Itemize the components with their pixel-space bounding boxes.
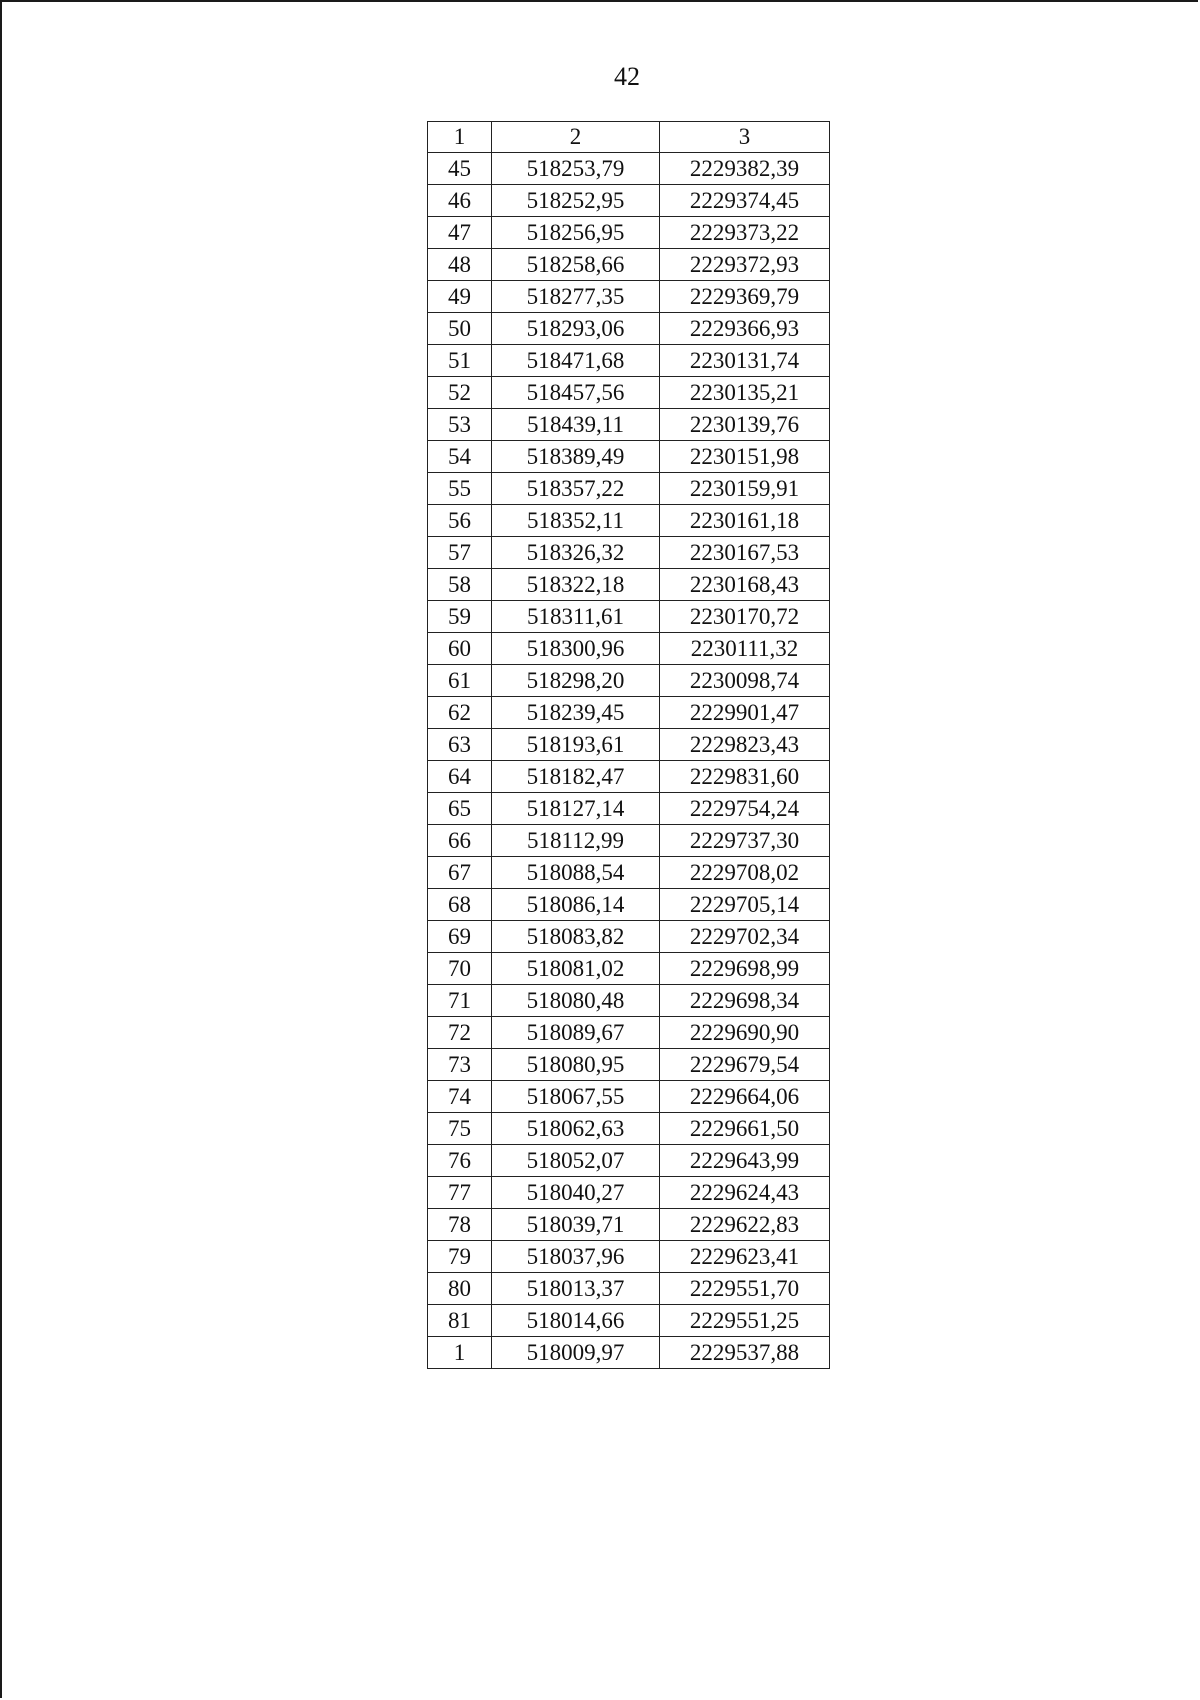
- cell-x-coordinate: 518322,18: [492, 569, 660, 601]
- table-row: [428, 473, 830, 505]
- cell-x-coordinate: 518326,32: [492, 537, 660, 569]
- cell-y-coordinate: 2229372,93: [660, 249, 830, 281]
- cell-x-coordinate: 518457,56: [492, 377, 660, 409]
- cell-x-coordinate: 518080,48: [492, 985, 660, 1017]
- table-row: [428, 281, 830, 313]
- table-row: [428, 345, 830, 377]
- cell-x-coordinate: 518040,27: [492, 1177, 660, 1209]
- cell-y-coordinate: 2229623,41: [660, 1241, 830, 1273]
- cell-y-coordinate: 2229551,70: [660, 1273, 830, 1305]
- cell-point-number: 71: [428, 985, 492, 1017]
- cell-point-number: 67: [428, 857, 492, 889]
- cell-x-coordinate: 518086,14: [492, 889, 660, 921]
- table-row: [428, 505, 830, 537]
- cell-point-number: 50: [428, 313, 492, 345]
- table-row: [428, 537, 830, 569]
- cell-x-coordinate: 518193,61: [492, 729, 660, 761]
- column-header-point-number: 1: [428, 122, 492, 153]
- cell-y-coordinate: 2230139,76: [660, 409, 830, 441]
- cell-point-number: 70: [428, 953, 492, 985]
- cell-y-coordinate: 2230161,18: [660, 505, 830, 537]
- cell-y-coordinate: 2230167,53: [660, 537, 830, 569]
- cell-point-number: 63: [428, 729, 492, 761]
- cell-x-coordinate: 518256,95: [492, 217, 660, 249]
- cell-point-number: 52: [428, 377, 492, 409]
- cell-x-coordinate: 518357,22: [492, 473, 660, 505]
- cell-y-coordinate: 2229698,99: [660, 953, 830, 985]
- table-row: [428, 921, 830, 953]
- cell-x-coordinate: 518089,67: [492, 1017, 660, 1049]
- table-row: [428, 729, 830, 761]
- table-row: [428, 1177, 830, 1209]
- cell-x-coordinate: 518298,20: [492, 665, 660, 697]
- cell-y-coordinate: 2229690,90: [660, 1017, 830, 1049]
- cell-x-coordinate: 518083,82: [492, 921, 660, 953]
- cell-point-number: 79: [428, 1241, 492, 1273]
- cell-point-number: 76: [428, 1145, 492, 1177]
- cell-x-coordinate: 518052,07: [492, 1145, 660, 1177]
- cell-point-number: 60: [428, 633, 492, 665]
- cell-x-coordinate: 518067,55: [492, 1081, 660, 1113]
- cell-y-coordinate: 2230098,74: [660, 665, 830, 697]
- cell-y-coordinate: 2229702,34: [660, 921, 830, 953]
- table-row: [428, 793, 830, 825]
- cell-y-coordinate: 2229823,43: [660, 729, 830, 761]
- cell-y-coordinate: 2230151,98: [660, 441, 830, 473]
- table-row: [428, 409, 830, 441]
- cell-point-number: 58: [428, 569, 492, 601]
- table-row: [428, 633, 830, 665]
- cell-y-coordinate: 2229366,93: [660, 313, 830, 345]
- cell-y-coordinate: 2229382,39: [660, 153, 830, 185]
- cell-y-coordinate: 2229369,79: [660, 281, 830, 313]
- cell-y-coordinate: 2229901,47: [660, 697, 830, 729]
- cell-point-number: 74: [428, 1081, 492, 1113]
- coordinates-table: [427, 121, 830, 1369]
- table-row: [428, 153, 830, 185]
- cell-point-number: 49: [428, 281, 492, 313]
- cell-x-coordinate: 518080,95: [492, 1049, 660, 1081]
- cell-y-coordinate: 2229643,99: [660, 1145, 830, 1177]
- cell-y-coordinate: 2229705,14: [660, 889, 830, 921]
- cell-y-coordinate: 2229708,02: [660, 857, 830, 889]
- table-row: [428, 857, 830, 889]
- cell-point-number: 48: [428, 249, 492, 281]
- cell-x-coordinate: 518311,61: [492, 601, 660, 633]
- table-row: [428, 1273, 830, 1305]
- column-header-y-coordinate: 3: [660, 122, 830, 153]
- table-row: [428, 825, 830, 857]
- cell-point-number: 72: [428, 1017, 492, 1049]
- cell-point-number: 1: [428, 1337, 492, 1369]
- cell-point-number: 75: [428, 1113, 492, 1145]
- cell-y-coordinate: 2229622,83: [660, 1209, 830, 1241]
- table-row: [428, 601, 830, 633]
- cell-point-number: 66: [428, 825, 492, 857]
- cell-x-coordinate: 518039,71: [492, 1209, 660, 1241]
- cell-y-coordinate: 2229698,34: [660, 985, 830, 1017]
- table-body: [428, 153, 830, 1369]
- table-row: [428, 1113, 830, 1145]
- cell-x-coordinate: 518062,63: [492, 1113, 660, 1145]
- table-row: [428, 985, 830, 1017]
- cell-x-coordinate: 518088,54: [492, 857, 660, 889]
- table-row: [428, 569, 830, 601]
- table-row: [428, 377, 830, 409]
- cell-y-coordinate: 2229831,60: [660, 761, 830, 793]
- cell-point-number: 81: [428, 1305, 492, 1337]
- table-row: [428, 665, 830, 697]
- cell-y-coordinate: 2229679,54: [660, 1049, 830, 1081]
- cell-y-coordinate: 2229661,50: [660, 1113, 830, 1145]
- cell-point-number: 65: [428, 793, 492, 825]
- cell-y-coordinate: 2229373,22: [660, 217, 830, 249]
- cell-x-coordinate: 518253,79: [492, 153, 660, 185]
- table-row: [428, 1081, 830, 1113]
- cell-x-coordinate: 518300,96: [492, 633, 660, 665]
- cell-y-coordinate: 2229551,25: [660, 1305, 830, 1337]
- cell-x-coordinate: 518293,06: [492, 313, 660, 345]
- cell-point-number: 53: [428, 409, 492, 441]
- cell-y-coordinate: 2229374,45: [660, 185, 830, 217]
- cell-x-coordinate: 518471,68: [492, 345, 660, 377]
- cell-point-number: 59: [428, 601, 492, 633]
- cell-x-coordinate: 518389,49: [492, 441, 660, 473]
- table-row: [428, 217, 830, 249]
- table-row: [428, 1337, 830, 1369]
- cell-point-number: 68: [428, 889, 492, 921]
- cell-point-number: 46: [428, 185, 492, 217]
- table-row: [428, 1145, 830, 1177]
- cell-x-coordinate: 518239,45: [492, 697, 660, 729]
- cell-x-coordinate: 518013,37: [492, 1273, 660, 1305]
- table-row: [428, 697, 830, 729]
- cell-point-number: 45: [428, 153, 492, 185]
- cell-point-number: 47: [428, 217, 492, 249]
- table-row: [428, 185, 830, 217]
- table-row: [428, 1049, 830, 1081]
- cell-point-number: 73: [428, 1049, 492, 1081]
- cell-y-coordinate: 2230159,91: [660, 473, 830, 505]
- cell-y-coordinate: 2229664,06: [660, 1081, 830, 1113]
- cell-x-coordinate: 518352,11: [492, 505, 660, 537]
- table-header: [428, 122, 830, 153]
- cell-point-number: 64: [428, 761, 492, 793]
- cell-point-number: 77: [428, 1177, 492, 1209]
- table-row: [428, 761, 830, 793]
- cell-point-number: 56: [428, 505, 492, 537]
- cell-point-number: 62: [428, 697, 492, 729]
- table-row: [428, 889, 830, 921]
- cell-y-coordinate: 2230131,74: [660, 345, 830, 377]
- cell-y-coordinate: 2229737,30: [660, 825, 830, 857]
- cell-y-coordinate: 2230111,32: [660, 633, 830, 665]
- cell-x-coordinate: 518258,66: [492, 249, 660, 281]
- cell-x-coordinate: 518439,11: [492, 409, 660, 441]
- cell-point-number: 78: [428, 1209, 492, 1241]
- table-row: [428, 1017, 830, 1049]
- cell-point-number: 51: [428, 345, 492, 377]
- cell-y-coordinate: 2230168,43: [660, 569, 830, 601]
- cell-x-coordinate: 518252,95: [492, 185, 660, 217]
- cell-x-coordinate: 518277,35: [492, 281, 660, 313]
- table-row: [428, 1305, 830, 1337]
- table-row: [428, 313, 830, 345]
- cell-y-coordinate: 2229537,88: [660, 1337, 830, 1369]
- cell-x-coordinate: 518037,96: [492, 1241, 660, 1273]
- cell-point-number: 54: [428, 441, 492, 473]
- page-number: 42: [614, 62, 640, 91]
- cell-x-coordinate: 518112,99: [492, 825, 660, 857]
- table-row: [428, 441, 830, 473]
- cell-y-coordinate: 2229754,24: [660, 793, 830, 825]
- cell-y-coordinate: 2230135,21: [660, 377, 830, 409]
- cell-point-number: 61: [428, 665, 492, 697]
- cell-point-number: 69: [428, 921, 492, 953]
- table-row: [428, 1241, 830, 1273]
- column-header-x-coordinate: 2: [492, 122, 660, 153]
- cell-x-coordinate: 518014,66: [492, 1305, 660, 1337]
- cell-x-coordinate: 518081,02: [492, 953, 660, 985]
- table-header-row: [428, 122, 830, 153]
- table-row: [428, 1209, 830, 1241]
- cell-y-coordinate: 2229624,43: [660, 1177, 830, 1209]
- cell-x-coordinate: 518009,97: [492, 1337, 660, 1369]
- cell-x-coordinate: 518182,47: [492, 761, 660, 793]
- table-row: [428, 953, 830, 985]
- cell-point-number: 55: [428, 473, 492, 505]
- table-row: [428, 249, 830, 281]
- cell-point-number: 57: [428, 537, 492, 569]
- cell-x-coordinate: 518127,14: [492, 793, 660, 825]
- cell-y-coordinate: 2230170,72: [660, 601, 830, 633]
- cell-point-number: 80: [428, 1273, 492, 1305]
